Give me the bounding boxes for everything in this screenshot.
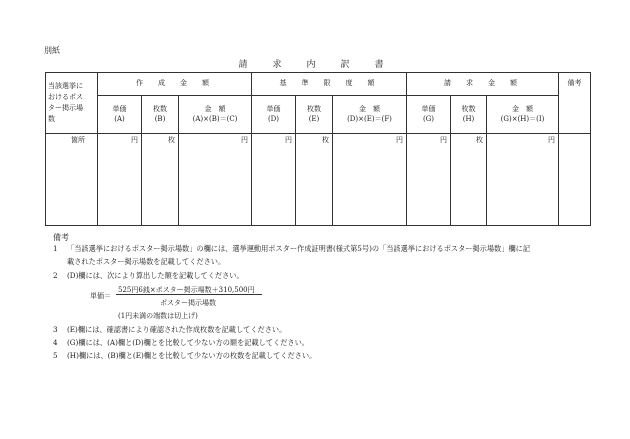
fraction-bar <box>116 294 262 295</box>
standard-limit-header: 基 準 限 度 額 <box>252 73 407 96</box>
table-row <box>46 134 591 226</box>
note-number: 3 <box>53 325 58 334</box>
formula-note: (1円未満の端数は切上げ) <box>118 312 198 320</box>
note-4-line-1: (G)欄には、(A)欄と(D)欄とを比較して少ない方の額を記載してください。 <box>67 338 309 347</box>
count-b-cell[interactable]: 枚 <box>142 134 179 226</box>
column-header-line: 金 額 <box>204 105 226 114</box>
column-header-count-b <box>142 96 179 134</box>
column-header-unit-price-g <box>407 96 451 134</box>
column-header-line: 単価 <box>112 105 127 114</box>
notes-heading: 備考 <box>53 233 69 242</box>
count-h-cell[interactable]: 枚 <box>451 134 487 226</box>
note-2-line-1: (D)欄には、次により算出した額を記載してください。 <box>67 271 244 280</box>
count-e-cell[interactable]: 枚 <box>296 134 333 226</box>
formula-denominator: ポスター掲示場数 <box>160 299 216 307</box>
document-title: 請 求 内 訳 書 <box>238 60 392 70</box>
column-header-line: (E) <box>308 114 320 123</box>
production-amount-header: 作 成 金 額 <box>98 73 252 96</box>
note-1-line-1: 「当該選挙におけるポスター掲示場数」の欄には、選挙運動用ポスター作成証明書(様式第5号)の「当該選挙におけるポスター掲示場数」欄に記 <box>67 244 531 253</box>
note-5-line-1: (H)欄には、(B)欄と(E)欄とを比較して少ない方の枚数を記載してください。 <box>67 351 317 360</box>
corner-header-line: ター掲示場 <box>48 104 83 112</box>
column-header-line: (A)×(B)＝(C) <box>192 114 238 123</box>
unit-price-g-cell[interactable]: 円 <box>407 134 451 226</box>
column-header-count-e <box>296 96 333 134</box>
poster-board-count-header <box>46 73 98 134</box>
column-header-line: (H) <box>462 114 475 123</box>
column-header-line: 枚数 <box>307 105 321 114</box>
note-number: 2 <box>53 271 58 280</box>
note-3-line-1: (E)欄には、確認書により確認された作成枚数を記載してください。 <box>67 325 287 334</box>
note-number: 4 <box>53 338 58 347</box>
note-number: 5 <box>53 351 58 360</box>
column-header-line: 金 額 <box>512 105 534 114</box>
claim-breakdown-table <box>45 72 591 226</box>
amount-f-cell[interactable]: 円 <box>333 134 407 226</box>
note-number: 1 <box>53 244 58 253</box>
amount-i-cell[interactable]: 円 <box>487 134 559 226</box>
corner-header-line: おけるポス <box>48 93 83 101</box>
column-header-amount-i <box>487 96 559 134</box>
column-header-amount-c <box>179 96 252 134</box>
column-header-unit-price-a <box>98 96 142 134</box>
note-1-line-2: 載されたポスター掲示場数を記載してください。 <box>67 257 226 266</box>
column-header-line: (B) <box>154 114 166 123</box>
column-header-line: (G) <box>422 114 435 123</box>
unit-price-d-cell[interactable]: 円 <box>252 134 296 226</box>
claim-amount-header: 請 求 金 額 <box>407 73 559 96</box>
column-header-line: (A) <box>114 114 125 123</box>
remarks-header: 備考 <box>559 73 591 134</box>
unit-price-a-cell[interactable]: 円 <box>98 134 142 226</box>
column-header-line: (D) <box>267 114 280 123</box>
column-header-line: 単価 <box>421 105 436 114</box>
corner-header-line: 数 <box>48 115 55 123</box>
remarks-cell[interactable] <box>559 134 591 226</box>
column-header-line: (D)×(E)＝(F) <box>347 114 392 123</box>
header-column-row <box>46 96 591 134</box>
header-group-row <box>46 73 591 96</box>
column-header-count-h <box>451 96 487 134</box>
column-header-amount-f <box>333 96 407 134</box>
column-header-line: 金 額 <box>359 105 380 114</box>
formula-numerator: 525円6銭×ポスター掲示場数＋310,500円 <box>118 286 255 294</box>
attachment-label: 別紙 <box>44 46 60 55</box>
formula-label: 単価＝ <box>90 292 111 300</box>
corner-header-line: 当該選挙に <box>48 82 83 90</box>
column-header-line: (G)×(H)＝(I) <box>500 114 545 123</box>
column-header-line: 単価 <box>266 105 281 114</box>
column-header-unit-price-d <box>252 96 296 134</box>
poster-board-count-cell[interactable]: 箇所 <box>46 134 98 226</box>
column-header-line: 枚数 <box>153 105 167 114</box>
column-header-line: 枚数 <box>461 105 476 114</box>
amount-c-cell[interactable]: 円 <box>179 134 252 226</box>
